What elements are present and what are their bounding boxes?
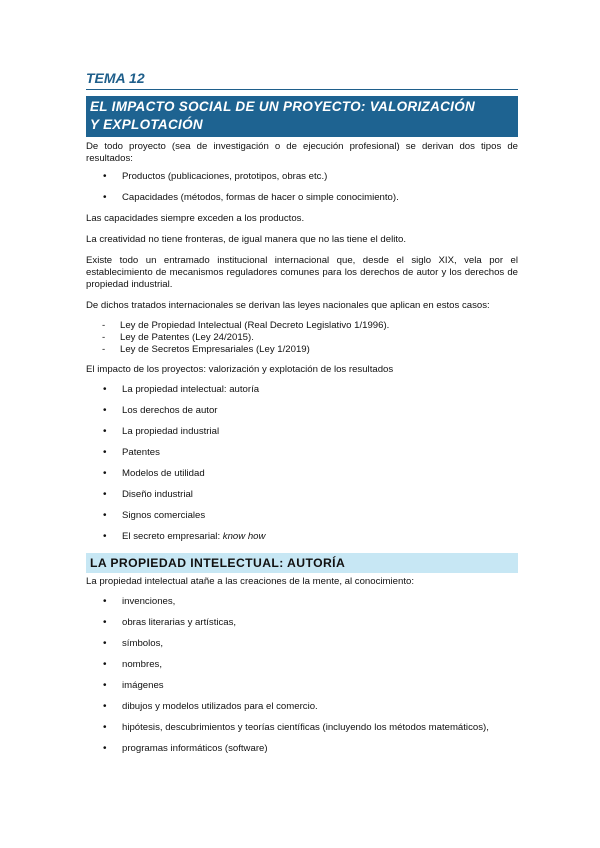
secret-label: El secreto empresarial: bbox=[122, 531, 223, 542]
list-item: • obras literarias y artísticas, bbox=[86, 617, 518, 629]
list-item: • Productos (publicaciones, prototipos, obras etc.) bbox=[86, 171, 518, 183]
chapter-title-banner bbox=[86, 96, 518, 137]
list-item: - Ley de Propiedad Intelectual (Real Decreto Legislativo 1/1996). bbox=[86, 320, 518, 332]
know-how-term: know how bbox=[222, 531, 266, 542]
section-heading: LA PROPIEDAD INTELECTUAL: AUTORÍA bbox=[86, 553, 518, 573]
creations-list bbox=[86, 596, 518, 755]
list-item: • Signos comerciales bbox=[86, 510, 518, 522]
list-item: • símbolos, bbox=[86, 638, 518, 650]
list-item: • nombres, bbox=[86, 659, 518, 671]
capacidades-paragraph: Las capacidades siempre exceden a los productos. bbox=[86, 213, 305, 224]
list-item: • Capacidades (métodos, formas de hacer o simple conocimiento). bbox=[86, 192, 518, 204]
list-item bbox=[86, 531, 518, 543]
intro-paragraph: De todo proyecto (sea de investigación o de ejecución profesional) se derivan dos tipos de resultados: bbox=[86, 141, 518, 164]
list-item: • La propiedad industrial bbox=[86, 426, 518, 438]
entramado-paragraph: Existe todo un entramado institucional internacional que, desde el siglo XIX, vela por el establecimiento de mecanismos reguladores comunes para los derechos de autor y los derechos de propiedad industrial. bbox=[86, 255, 518, 290]
list-item: • invenciones, bbox=[86, 596, 518, 608]
creatividad-paragraph: La creatividad no tiene fronteras, de igual manera que no las tiene el delito. bbox=[86, 234, 406, 245]
impact-list bbox=[86, 384, 518, 543]
list-item: • Diseño industrial bbox=[86, 489, 518, 501]
topic-number: TEMA 12 bbox=[86, 70, 518, 90]
list-item: - Ley de Patentes (Ley 24/2015). bbox=[86, 332, 518, 344]
tratados-paragraph: De dichos tratados internacionales se derivan las leyes nacionales que aplican en estos casos: bbox=[86, 300, 490, 311]
list-item: • imágenes bbox=[86, 680, 518, 692]
list-item: - Ley de Secretos Empresariales (Ley 1/2019) bbox=[86, 344, 518, 356]
list-item: • hipótesis, descubrimientos y teorías científicas (incluyendo los métodos matemáticos), bbox=[86, 722, 518, 734]
laws-list bbox=[86, 320, 518, 356]
list-item: • La propiedad intelectual: autoría bbox=[86, 384, 518, 396]
list-item: • dibujos y modelos utilizados para el comercio. bbox=[86, 701, 518, 713]
chapter-title-line-1: EL IMPACTO SOCIAL DE UN PROYECTO: VALORIZACIÓN bbox=[90, 99, 476, 114]
propiedad-paragraph: La propiedad intelectual atañe a las creaciones de la mente, al conocimiento: bbox=[86, 576, 414, 587]
result-types-list bbox=[86, 171, 518, 204]
list-item: • Patentes bbox=[86, 447, 518, 459]
list-item: • Los derechos de autor bbox=[86, 405, 518, 417]
impacto-paragraph: El impacto de los proyectos: valorización y explotación de los resultados bbox=[86, 364, 394, 375]
chapter-title-line-2: Y EXPLOTACIÓN bbox=[90, 117, 203, 132]
document-page bbox=[86, 70, 518, 755]
list-item: • Modelos de utilidad bbox=[86, 468, 518, 480]
list-item: • programas informáticos (software) bbox=[86, 743, 518, 755]
